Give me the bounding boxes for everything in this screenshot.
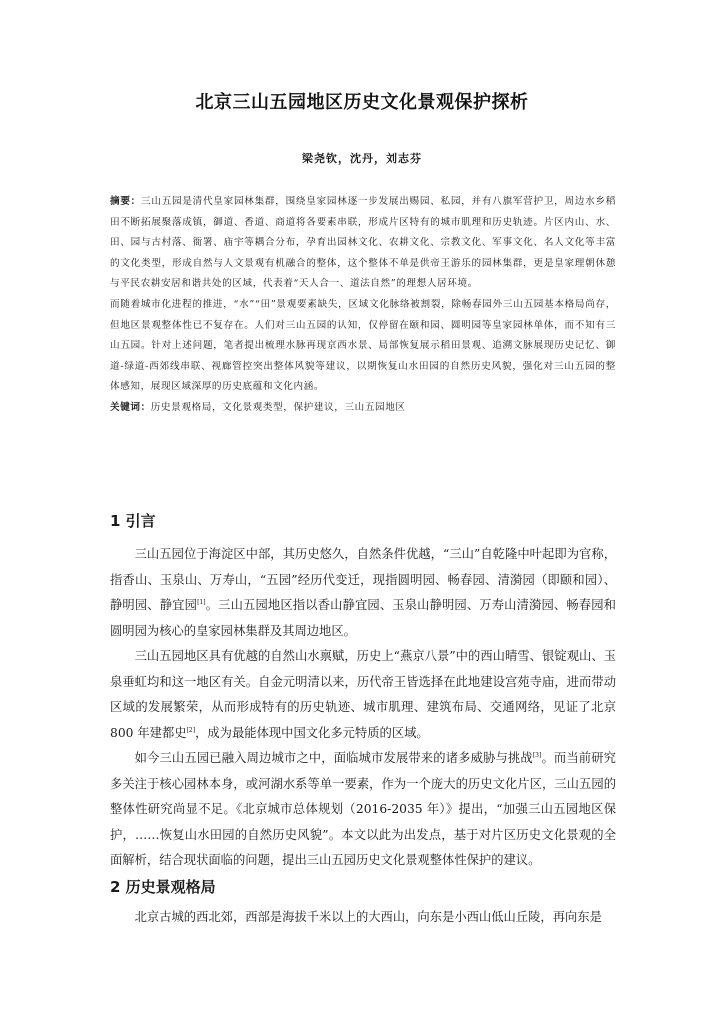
keywords xyxy=(110,398,616,419)
section-1-p2-text-b: ，成为最能体现中国文化多元特质的区域。 xyxy=(195,725,429,740)
section-1-p1-text-a: 三山五园位于海淀区中部，其历史悠久，自然条件优越，“三山”自乾隆中叶起即为官称，指香山、玉泉山、万寿山，“五园”经历代变迁，现指圆明园、畅春园、清漪园（即颐和园）、静明园、静宜园 xyxy=(110,547,616,612)
section-1-body xyxy=(110,542,616,874)
section-2-paragraph-1: 北京古城的西北郊，西部是海拔千米以上的大西山，向东是小西山低山丘陵，再向东是 xyxy=(134,910,602,924)
section-2-heading: 2 历史景观格局 xyxy=(110,878,216,896)
abstract-text-2: 而随着城市化进程的推进，“水”“田”景观要素缺失，区域文化脉络被割裂，除畅春园外三山五园基本格局尚存，但地区景观整体性已不复存在。人们对三山五园的认知，仅停留在颐和园、圆明园等皇家园林单体，而不知有三山五园。针对上述问题，笔者提出梳理水脉再现京西水景、局部恢复展示稻田景观、追溯文脉展现历史记忆、御道-绿道-西郊线串联、视廊管控突出整体风貌等建议，以期恢复山水田园的自然历史风貌，强化对三山五园的整体感知，展现区域深厚的历史底蕴和文化内涵。 xyxy=(110,298,616,393)
abstract-text-1: 三山五园是清代皇家园林集群，围绕皇家园林逐一步发展出赐园、私园，并有八旗军营护卫，周边水乡稻田不断拓展聚落成镇，御道、香道、商道将各要素串联，形成片区特有的城市肌理和历史轨迹。片区内山、水、田、园与古村落、衙署、庙宇等耦合分布，孕育出园林文化、农耕文化、宗教文化、军事文化、名人文化等丰富的文化类型，形成自然与人文景观有机融合的整体，这个整体不单是供帝王游乐的园林集群，更是皇家理朝休憩与平民农耕安居和谐共处的区域，代表着“天人合一、道法自然”的理想人居环境。 xyxy=(110,196,616,290)
section-1-p3-text-a: 如今三山五园已融入周边城市之中，面临城市发展带来的诸多威胁与挑战 xyxy=(134,751,533,765)
abstract-paragraph-2 xyxy=(110,295,616,398)
abstract-label: 摘要： xyxy=(110,196,141,207)
abstract xyxy=(110,192,616,419)
citation-2: [2] xyxy=(186,726,196,734)
section-2-body xyxy=(110,905,616,931)
abstract-paragraph-1 xyxy=(110,192,616,295)
section-1-heading: 1 引言 xyxy=(110,512,156,530)
section-1-paragraph-3 xyxy=(110,746,616,874)
section-1-paragraph-2 xyxy=(110,644,616,746)
section-1-p2-text-a: 三山五园地区具有优越的自然山水禀赋，历史上“燕京八景”中的西山晴雪、银锭观山、玉泉垂虹均和这一地区有关。自金元明清以来，历代帝王皆选择在此地建设宫苑寺庙，进而带动区域的发展繁荣，从而形成特有的历史轨迹、城市肌理、建筑布局、交通网络，见证了北京 800 年建都史 xyxy=(110,649,616,740)
author-list: 梁尧钦，沈丹，刘志芬 xyxy=(302,152,422,165)
section-1-paragraph-1 xyxy=(110,542,616,644)
paper-title: 北京三山五园地区历史文化景观保护探析 xyxy=(195,92,529,113)
section-1-p1-text-b: 。三山五园地区指以香山静宜园、玉泉山静明园、万寿山清漪园、畅春园和圆明园为核心的皇家园林集群及其周边地区。 xyxy=(110,598,616,638)
citation-1: [1] xyxy=(197,598,206,606)
keywords-label: 关键词： xyxy=(110,401,151,413)
section-1-p3-text-b: 。而当前研究多关注于核心园林本身，或河湖水系等单一要素，作为一个庞大的历史文化片区，三山五园的整体性研究尚显不足。《北京城市总体规划（2016-2035 年）》提出，“加强三山五园地区保护，……恢复山水田园的自然历史风貌”。本文以此为出发点，基于对片区历史文化景观的全面解析，结合现状面临的问题，提出三山五园历史文化景观整体性保护的建议。 xyxy=(110,751,616,867)
citation-3: [3] xyxy=(532,751,542,759)
keywords-text: 历史景观格局，文化景观类型，保护建议，三山五园地区 xyxy=(150,401,406,413)
